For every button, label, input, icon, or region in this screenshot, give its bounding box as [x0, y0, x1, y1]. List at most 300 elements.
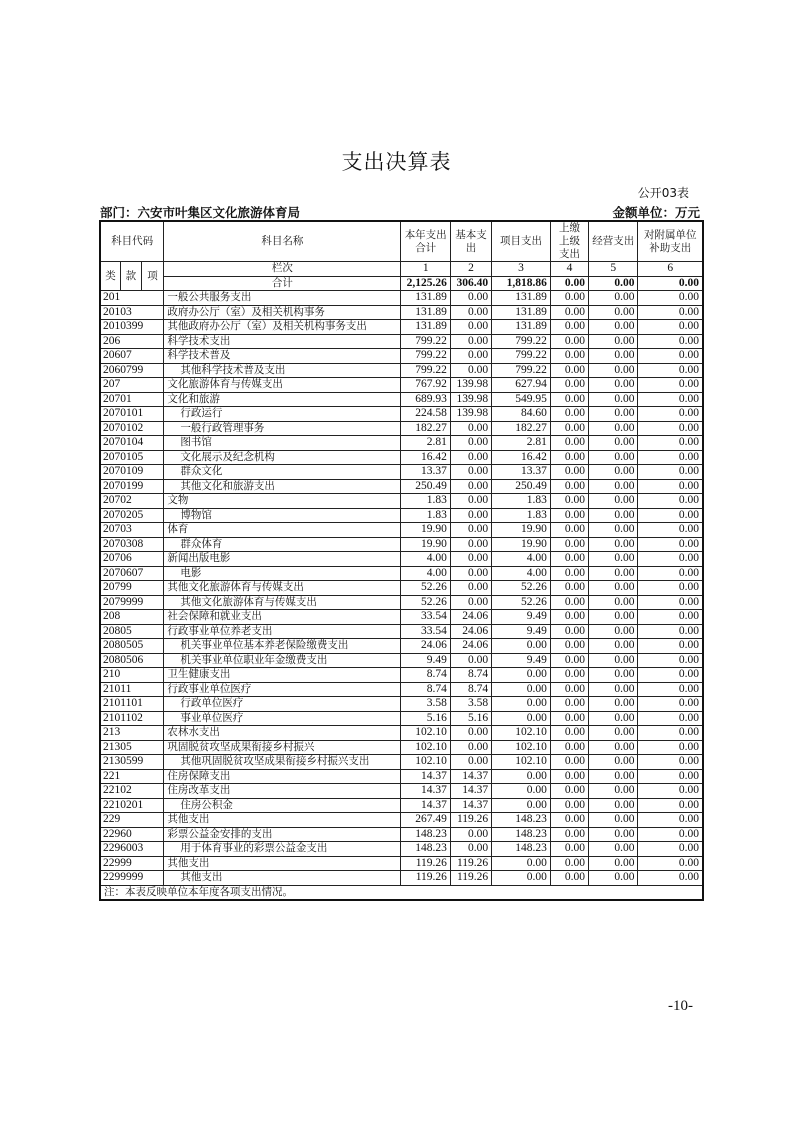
amount-cell: 0.00: [589, 552, 638, 567]
amount-cell: 0.00: [589, 334, 638, 349]
amount-cell: 0.00: [638, 682, 703, 697]
table-row: [100, 378, 703, 393]
subject-code: 206: [100, 334, 164, 349]
total-label: 合计: [164, 276, 401, 291]
amount-cell: 0.00: [550, 653, 588, 668]
amount-cell: 19.90: [401, 537, 450, 552]
amount-cell: 9.49: [401, 653, 450, 668]
amount-cell: 148.23: [401, 842, 450, 857]
subject-code: 20703: [100, 523, 164, 538]
amount-cell: 799.22: [492, 363, 551, 378]
subject-code: 2296003: [100, 842, 164, 857]
amount-cell: 131.89: [401, 320, 450, 335]
subject-code: 221: [100, 769, 164, 784]
amount-cell: 0.00: [638, 668, 703, 683]
amount-cell: 799.22: [401, 334, 450, 349]
subject-name: 行政运行: [164, 407, 401, 422]
amount-cell: 0.00: [589, 755, 638, 770]
table-row: [100, 784, 703, 799]
subject-name: 其他支出: [164, 856, 401, 871]
header-business: 经营支出: [589, 221, 638, 262]
subject-code: 20805: [100, 624, 164, 639]
amount-cell: 0.00: [589, 450, 638, 465]
amount-cell: 0.00: [589, 610, 638, 625]
amount-cell: 0.00: [589, 363, 638, 378]
amount-cell: 119.26: [450, 813, 491, 828]
subject-code: 2080506: [100, 653, 164, 668]
column-number: 4: [550, 262, 588, 277]
amount-cell: 0.00: [589, 639, 638, 654]
table-row: [100, 508, 703, 523]
amount-cell: 0.00: [550, 668, 588, 683]
amount-cell: 0.00: [589, 305, 638, 320]
amount-cell: 0.00: [450, 363, 491, 378]
subject-name: 文物: [164, 494, 401, 509]
page-number: -10-: [668, 998, 693, 1014]
amount-cell: 799.22: [401, 363, 450, 378]
amount-cell: 19.90: [492, 537, 551, 552]
amount-cell: 0.00: [638, 305, 703, 320]
amount-cell: 0.00: [450, 494, 491, 509]
header-upper: 上缴上级支出: [550, 221, 588, 262]
amount-cell: 0.00: [492, 682, 551, 697]
column-number: 6: [638, 262, 703, 277]
department-label: 部门：六安市叶集区文化旅游体育局: [100, 205, 301, 220]
amount-cell: 0.00: [550, 798, 588, 813]
amount-cell: 0.00: [550, 450, 588, 465]
amount-cell: 0.00: [550, 871, 588, 886]
subject-name: 文化展示及纪念机构: [164, 450, 401, 465]
amount-cell: 3.58: [450, 697, 491, 712]
subject-name: 其他科学技术普及支出: [164, 363, 401, 378]
amount-cell: 0.00: [638, 842, 703, 857]
amount-cell: 799.22: [401, 349, 450, 364]
amount-cell: 119.26: [450, 871, 491, 886]
table-row: [100, 494, 703, 509]
amount-cell: 0.00: [589, 537, 638, 552]
subject-code: 229: [100, 813, 164, 828]
subject-code: 20701: [100, 392, 164, 407]
amount-cell: 139.98: [450, 407, 491, 422]
amount-cell: 0.00: [550, 523, 588, 538]
subject-code: 2070205: [100, 508, 164, 523]
amount-cell: 799.22: [492, 334, 551, 349]
amount-cell: 0.00: [450, 537, 491, 552]
amount-cell: 0.00: [450, 479, 491, 494]
subject-name: 行政单位医疗: [164, 697, 401, 712]
table-row: [100, 291, 703, 306]
subject-code: 2070607: [100, 566, 164, 581]
amount-cell: 0.00: [589, 349, 638, 364]
subject-name: 用于体育事业的彩票公益金支出: [164, 842, 401, 857]
amount-cell: 102.10: [492, 726, 551, 741]
amount-cell: 0.00: [550, 291, 588, 306]
amount-cell: 5.16: [450, 711, 491, 726]
amount-cell: 33.54: [401, 610, 450, 625]
amount-cell: 0.00: [450, 740, 491, 755]
amount-cell: 0.00: [450, 581, 491, 596]
amount-cell: 0.00: [550, 320, 588, 335]
amount-cell: 0.00: [550, 813, 588, 828]
amount-cell: 0.00: [550, 421, 588, 436]
subject-name: 群众体育: [164, 537, 401, 552]
subject-code: 2070199: [100, 479, 164, 494]
amount-cell: 9.49: [492, 610, 551, 625]
amount-cell: 0.00: [492, 697, 551, 712]
amount-cell: 16.42: [492, 450, 551, 465]
amount-cell: 182.27: [492, 421, 551, 436]
amount-cell: 0.00: [638, 494, 703, 509]
amount-cell: 0.00: [450, 320, 491, 335]
amount-cell: 0.00: [638, 349, 703, 364]
amount-cell: 14.37: [401, 798, 450, 813]
column-number-row: [100, 262, 703, 277]
subject-name: 行政事业单位养老支出: [164, 624, 401, 639]
amount-cell: 1.83: [401, 494, 450, 509]
subject-name: 农林水支出: [164, 726, 401, 741]
amount-cell: 4.00: [401, 566, 450, 581]
amount-cell: 0.00: [589, 407, 638, 422]
amount-cell: 3.58: [401, 697, 450, 712]
table-row: [100, 813, 703, 828]
amount-cell: 0.00: [638, 610, 703, 625]
amount-cell: 0.00: [589, 566, 638, 581]
amount-cell: 0.00: [492, 784, 551, 799]
amount-cell: 0.00: [638, 827, 703, 842]
amount-cell: 0.00: [450, 508, 491, 523]
amount-cell: 0.00: [589, 711, 638, 726]
column-number: 5: [589, 262, 638, 277]
subject-code: 213: [100, 726, 164, 741]
note-row: [100, 885, 703, 900]
amount-cell: 0.00: [638, 769, 703, 784]
amount-cell: 799.22: [492, 349, 551, 364]
subject-name: 其他文化旅游体育与传媒支出: [164, 581, 401, 596]
table-row: [100, 711, 703, 726]
subject-name: 群众文化: [164, 465, 401, 480]
total-value: 0.00: [638, 276, 703, 291]
amount-cell: 4.00: [401, 552, 450, 567]
amount-cell: 0.00: [550, 740, 588, 755]
amount-cell: 33.54: [401, 624, 450, 639]
table-row: [100, 740, 703, 755]
subject-name: 住房改革支出: [164, 784, 401, 799]
table-row: [100, 363, 703, 378]
amount-cell: 0.00: [638, 465, 703, 480]
header-name: 科目名称: [164, 221, 401, 262]
subject-code: 2210201: [100, 798, 164, 813]
amount-cell: 627.94: [492, 378, 551, 393]
header-lanci: 栏次: [164, 262, 401, 277]
amount-cell: 0.00: [589, 392, 638, 407]
header-row: [100, 221, 703, 262]
amount-cell: 0.00: [638, 639, 703, 654]
table-row: [100, 552, 703, 567]
amount-cell: 0.00: [550, 305, 588, 320]
amount-cell: 1.83: [492, 494, 551, 509]
total-row: [100, 276, 703, 291]
amount-cell: 0.00: [589, 378, 638, 393]
amount-cell: 0.00: [550, 566, 588, 581]
amount-cell: 24.06: [450, 610, 491, 625]
total-value: 1,818.86: [492, 276, 551, 291]
subject-code: 207: [100, 378, 164, 393]
amount-cell: 0.00: [550, 436, 588, 451]
amount-cell: 8.74: [450, 668, 491, 683]
subject-name: 科学技术普及: [164, 349, 401, 364]
subject-code: 2070109: [100, 465, 164, 480]
amount-cell: 0.00: [638, 392, 703, 407]
subject-code: 2299999: [100, 871, 164, 886]
table-row: [100, 349, 703, 364]
subject-code: 210: [100, 668, 164, 683]
table-row: [100, 856, 703, 871]
amount-cell: 0.00: [589, 682, 638, 697]
subject-code: 208: [100, 610, 164, 625]
amount-cell: 0.00: [550, 378, 588, 393]
amount-cell: 0.00: [550, 479, 588, 494]
amount-cell: 0.00: [450, 450, 491, 465]
subject-name: 其他文化和旅游支出: [164, 479, 401, 494]
header-kuan: 款: [121, 262, 142, 291]
subject-code: 2080505: [100, 639, 164, 654]
subject-code: 20607: [100, 349, 164, 364]
amount-cell: 0.00: [550, 755, 588, 770]
amount-cell: 102.10: [401, 740, 450, 755]
amount-cell: 0.00: [589, 740, 638, 755]
amount-cell: 0.00: [589, 523, 638, 538]
subject-name: 巩固脱贫攻坚成果衔接乡村振兴: [164, 740, 401, 755]
amount-cell: 0.00: [638, 813, 703, 828]
amount-cell: 0.00: [589, 798, 638, 813]
amount-cell: 0.00: [550, 363, 588, 378]
amount-cell: 0.00: [550, 726, 588, 741]
amount-cell: 1.83: [401, 508, 450, 523]
amount-cell: 0.00: [589, 494, 638, 509]
table-row: [100, 407, 703, 422]
amount-cell: 0.00: [550, 508, 588, 523]
amount-cell: 14.37: [450, 769, 491, 784]
subject-name: 新闻出版电影: [164, 552, 401, 567]
amount-cell: 0.00: [550, 407, 588, 422]
header-project: 项目支出: [492, 221, 551, 262]
amount-cell: 0.00: [638, 566, 703, 581]
amount-cell: 0.00: [589, 813, 638, 828]
subject-name: 其他文化旅游体育与传媒支出: [164, 595, 401, 610]
amount-cell: 0.00: [550, 624, 588, 639]
subject-name: 社会保障和就业支出: [164, 610, 401, 625]
amount-cell: 0.00: [550, 639, 588, 654]
amount-cell: 0.00: [492, 798, 551, 813]
amount-cell: 148.23: [492, 842, 551, 857]
amount-cell: 131.89: [492, 291, 551, 306]
table-row: [100, 726, 703, 741]
amount-cell: 267.49: [401, 813, 450, 828]
subject-name: 电影: [164, 566, 401, 581]
table-row: [100, 320, 703, 335]
amount-cell: 0.00: [638, 784, 703, 799]
amount-cell: 0.00: [450, 842, 491, 857]
amount-cell: 689.93: [401, 392, 450, 407]
amount-cell: 0.00: [589, 320, 638, 335]
amount-cell: 0.00: [450, 566, 491, 581]
amount-cell: 0.00: [589, 421, 638, 436]
amount-cell: 1.83: [492, 508, 551, 523]
subject-code: 2130599: [100, 755, 164, 770]
table-row: [100, 334, 703, 349]
header-lei: 类: [100, 262, 121, 291]
amount-cell: 16.42: [401, 450, 450, 465]
column-number: 2: [450, 262, 491, 277]
subject-code: 20799: [100, 581, 164, 596]
amount-cell: 0.00: [638, 798, 703, 813]
amount-cell: 13.37: [492, 465, 551, 480]
amount-cell: 4.00: [492, 552, 551, 567]
total-value: 2,125.26: [401, 276, 450, 291]
amount-cell: 0.00: [492, 668, 551, 683]
amount-cell: 0.00: [638, 726, 703, 741]
amount-cell: 0.00: [638, 595, 703, 610]
subject-name: 住房公积金: [164, 798, 401, 813]
table-row: [100, 436, 703, 451]
amount-cell: 0.00: [589, 465, 638, 480]
amount-cell: 131.89: [492, 320, 551, 335]
subject-code: 2070101: [100, 407, 164, 422]
amount-cell: 119.26: [401, 856, 450, 871]
amount-cell: 5.16: [401, 711, 450, 726]
amount-cell: 0.00: [638, 755, 703, 770]
header-total: 本年支出合计: [401, 221, 450, 262]
amount-cell: 0.00: [550, 711, 588, 726]
subject-name: 彩票公益金安排的支出: [164, 827, 401, 842]
amount-cell: 0.00: [492, 856, 551, 871]
amount-cell: 14.37: [450, 798, 491, 813]
amount-cell: 84.60: [492, 407, 551, 422]
subject-name: 一般公共服务支出: [164, 291, 401, 306]
amount-unit-label: 金额单位：万元: [612, 205, 700, 220]
amount-cell: 148.23: [492, 813, 551, 828]
amount-cell: 102.10: [401, 726, 450, 741]
amount-cell: 0.00: [550, 697, 588, 712]
amount-cell: 13.37: [401, 465, 450, 480]
amount-cell: 0.00: [638, 334, 703, 349]
subject-name: 一般行政管理事务: [164, 421, 401, 436]
amount-cell: 139.98: [450, 392, 491, 407]
amount-cell: 0.00: [638, 291, 703, 306]
amount-cell: 0.00: [450, 523, 491, 538]
amount-cell: 0.00: [638, 320, 703, 335]
amount-cell: 0.00: [638, 552, 703, 567]
total-value: 0.00: [589, 276, 638, 291]
amount-cell: 0.00: [550, 581, 588, 596]
table-row: [100, 392, 703, 407]
subject-name: 卫生健康支出: [164, 668, 401, 683]
amount-cell: 0.00: [638, 479, 703, 494]
table-row: [100, 755, 703, 770]
header-code: 科目代码: [100, 221, 164, 262]
amount-cell: 4.00: [492, 566, 551, 581]
table-row: [100, 421, 703, 436]
amount-cell: 52.26: [492, 595, 551, 610]
subject-code: 2010399: [100, 320, 164, 335]
subject-code: 22960: [100, 827, 164, 842]
amount-cell: 0.00: [450, 595, 491, 610]
amount-cell: 0.00: [589, 726, 638, 741]
amount-cell: 0.00: [589, 784, 638, 799]
expenditure-table: [99, 220, 704, 901]
amount-cell: 139.98: [450, 378, 491, 393]
table-row: [100, 305, 703, 320]
amount-cell: 250.49: [401, 479, 450, 494]
subject-name: 科学技术支出: [164, 334, 401, 349]
total-value: 306.40: [450, 276, 491, 291]
page-title: 支出决算表: [341, 150, 452, 174]
amount-cell: 0.00: [589, 871, 638, 886]
amount-cell: 52.26: [401, 595, 450, 610]
amount-cell: 182.27: [401, 421, 450, 436]
table-row: [100, 842, 703, 857]
amount-cell: 549.95: [492, 392, 551, 407]
table-row: [100, 479, 703, 494]
amount-cell: 0.00: [638, 624, 703, 639]
subject-code: 2070104: [100, 436, 164, 451]
amount-cell: 0.00: [450, 653, 491, 668]
amount-cell: 102.10: [401, 755, 450, 770]
amount-cell: 0.00: [550, 334, 588, 349]
table-row: [100, 450, 703, 465]
amount-cell: 8.74: [401, 682, 450, 697]
amount-cell: 0.00: [589, 856, 638, 871]
amount-cell: 0.00: [550, 465, 588, 480]
subject-code: 2060799: [100, 363, 164, 378]
header-xiang: 项: [141, 262, 164, 291]
amount-cell: 0.00: [589, 624, 638, 639]
amount-cell: 0.00: [550, 842, 588, 857]
subject-code: 21011: [100, 682, 164, 697]
amount-cell: 0.00: [450, 827, 491, 842]
amount-cell: 0.00: [589, 291, 638, 306]
amount-cell: 0.00: [550, 682, 588, 697]
amount-cell: 0.00: [550, 349, 588, 364]
amount-cell: 148.23: [492, 827, 551, 842]
amount-cell: 0.00: [450, 305, 491, 320]
amount-cell: 0.00: [450, 726, 491, 741]
total-value: 0.00: [550, 276, 588, 291]
amount-cell: 0.00: [492, 639, 551, 654]
amount-cell: 0.00: [638, 508, 703, 523]
amount-cell: 0.00: [492, 769, 551, 784]
table-row: [100, 653, 703, 668]
amount-cell: 24.06: [450, 624, 491, 639]
subject-code: 22999: [100, 856, 164, 871]
amount-cell: 0.00: [450, 755, 491, 770]
amount-cell: 0.00: [450, 552, 491, 567]
amount-cell: 0.00: [638, 653, 703, 668]
table-row: [100, 798, 703, 813]
amount-cell: 0.00: [638, 523, 703, 538]
subject-name: 机关事业单位职业年金缴费支出: [164, 653, 401, 668]
amount-cell: 0.00: [638, 856, 703, 871]
amount-cell: 0.00: [638, 697, 703, 712]
amount-cell: 0.00: [589, 581, 638, 596]
amount-cell: 8.74: [450, 682, 491, 697]
amount-cell: 19.90: [492, 523, 551, 538]
amount-cell: 250.49: [492, 479, 551, 494]
amount-cell: 119.26: [401, 871, 450, 886]
amount-cell: 0.00: [589, 697, 638, 712]
amount-cell: 0.00: [450, 465, 491, 480]
table-row: [100, 871, 703, 886]
